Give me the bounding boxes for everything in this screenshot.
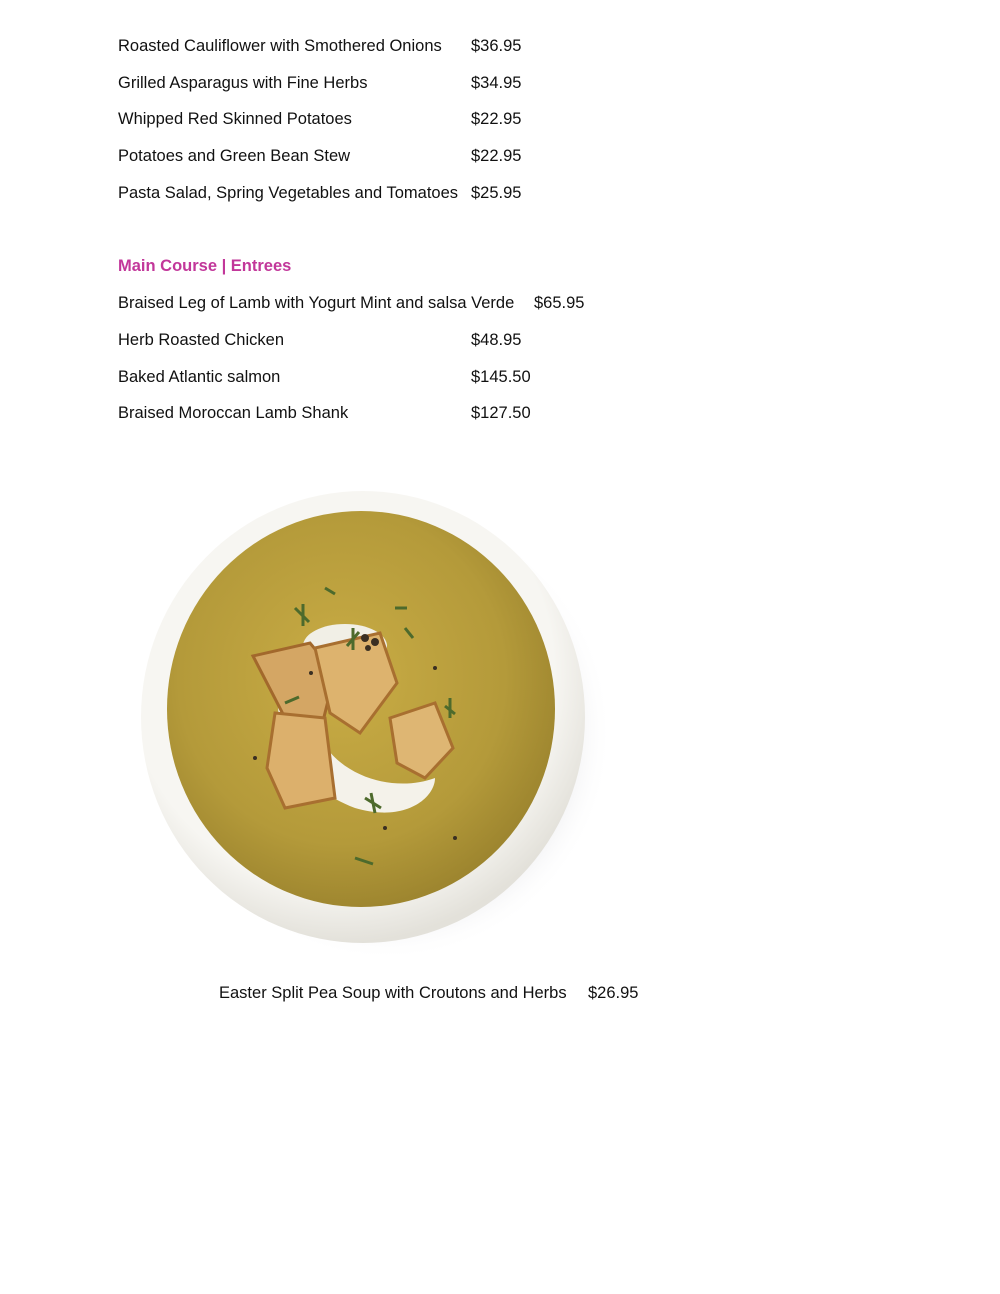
featured-item-price: $26.95 xyxy=(588,984,639,1002)
menu-item-name: Braised Moroccan Lamb Shank xyxy=(118,404,349,422)
menu-item-price: $36.95 xyxy=(471,37,522,55)
section-heading-main-course: Main Course | Entrees xyxy=(118,257,292,275)
menu-item-price: $48.95 xyxy=(471,331,522,349)
menu-item-price: $22.95 xyxy=(471,147,522,165)
featured-item-name: Easter Split Pea Soup with Croutons and Herbs xyxy=(219,984,567,1002)
menu-item-name: Baked Atlantic salmon xyxy=(118,368,281,386)
menu-item-name: Whipped Red Skinned Potatoes xyxy=(118,110,352,128)
menu-item-name: Pasta Salad, Spring Vegetables and Tomatoes xyxy=(118,184,459,202)
menu-item-price: $34.95 xyxy=(471,74,522,92)
featured-item xyxy=(219,981,639,1005)
menu-item-name: Grilled Asparagus with Fine Herbs xyxy=(118,74,368,92)
soup-bowl-photo xyxy=(135,478,609,968)
menu-item-price: $25.95 xyxy=(471,184,522,202)
menu-item-price: $127.50 xyxy=(471,404,531,422)
menu-item-name: Potatoes and Green Bean Stew xyxy=(118,147,351,165)
menu-item-name: Herb Roasted Chicken xyxy=(118,331,284,349)
menu-item-price: $145.50 xyxy=(471,368,531,386)
menu-item-price: $22.95 xyxy=(471,110,522,128)
menu-item-price: $65.95 xyxy=(534,294,585,312)
menu-item-name: Braised Leg of Lamb with Yogurt Mint and salsa Verde xyxy=(118,294,515,312)
menu-item-name: Roasted Cauliflower with Smothered Onions xyxy=(118,37,442,55)
